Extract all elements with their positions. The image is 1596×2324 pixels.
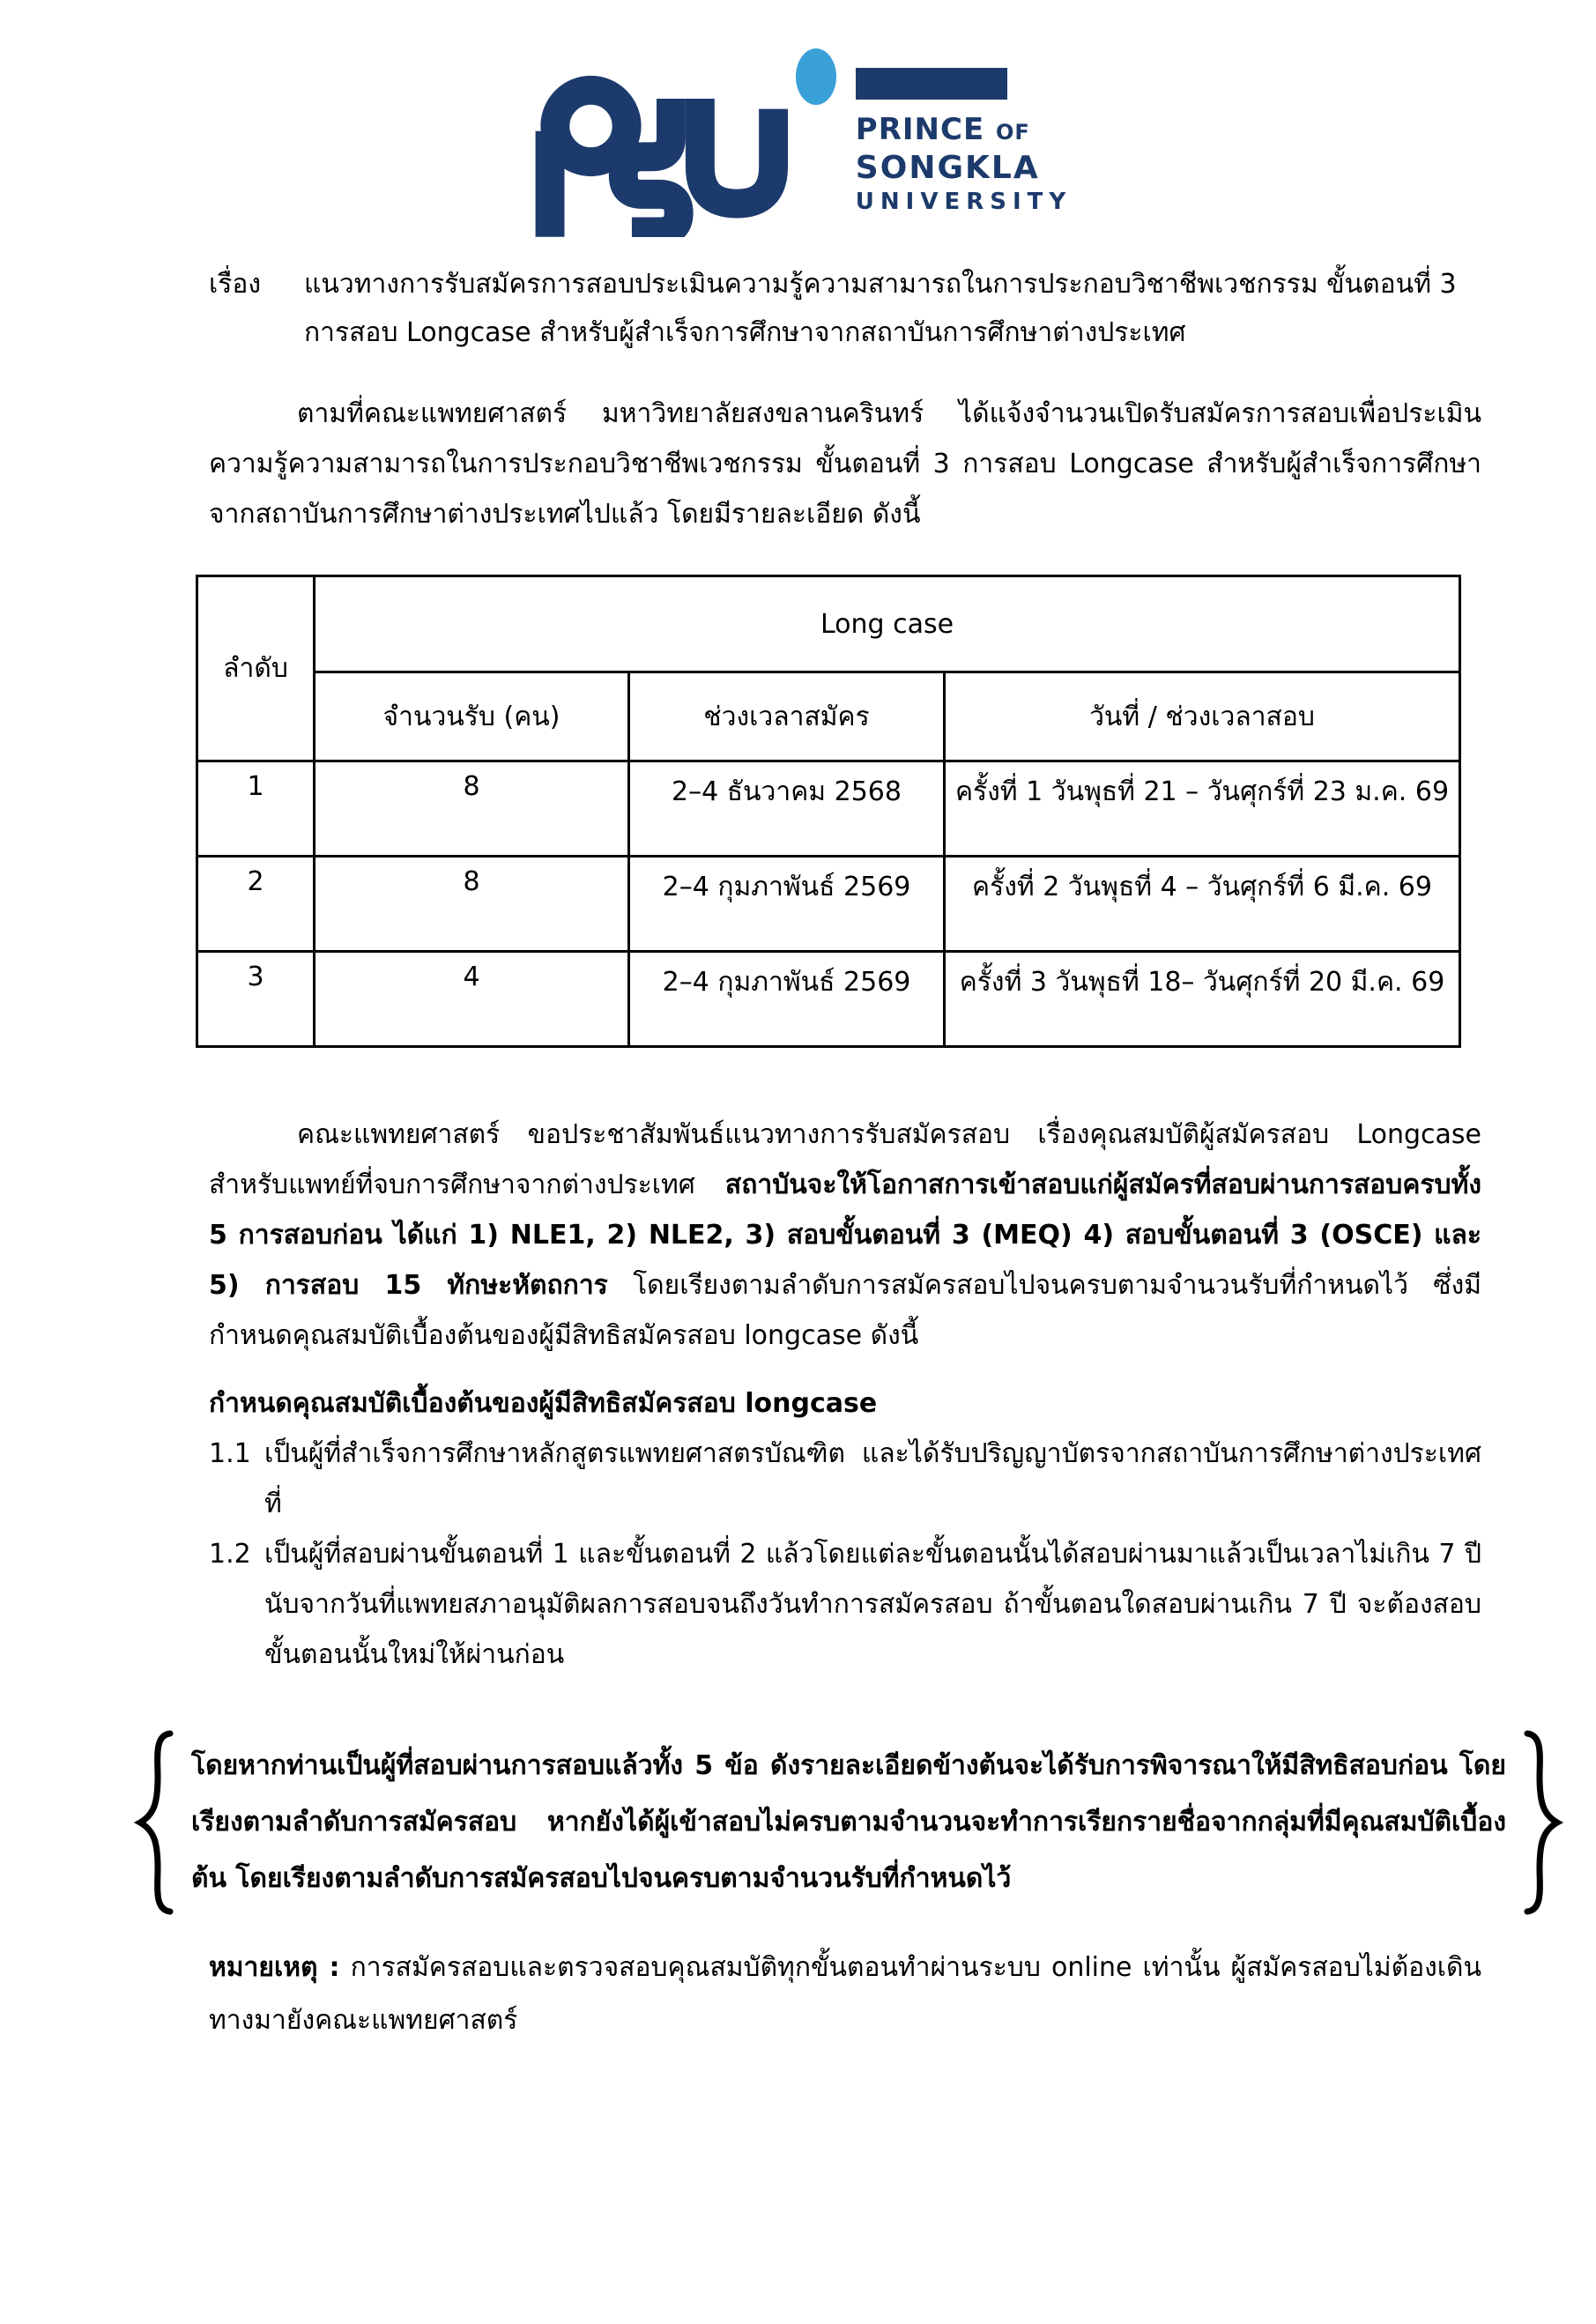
qualifications-heading: กำหนดคุณสมบัติเบื้องต้นของผู้มีสิทธิสมัครสอบ longcase <box>209 1388 878 1419</box>
row-apply-period: 2–4 กุมภาพันธ์ 2569 <box>629 857 945 952</box>
row-order: 2 <box>197 857 315 952</box>
document-body <box>0 260 1596 2047</box>
table-row <box>197 857 1460 952</box>
item-number: 1.1 <box>209 1438 251 1469</box>
university-logo <box>0 0 1596 237</box>
column-header-count: จำนวนรับ (คน) <box>315 672 629 761</box>
priority-callout <box>133 1728 1564 1917</box>
left-brace-icon <box>133 1728 177 1917</box>
note-label: หมายเหตุ : <box>209 1952 340 1983</box>
subject-title-line2: การสอบ Longcase สำหรับผู้สำเร็จการศึกษาจากสถาบันการศึกษาต่างประเทศ <box>304 317 1186 348</box>
logo-prince: PRINCE <box>855 112 985 147</box>
note-text: การสมัครสอบและตรวจสอบคุณสมบัติทุกขั้นตอนทำผ่านระบบ online เท่านั้น ผู้สมัครสอบไม่ต้องเดินทางมายังคณะแพทยศาสตร์ <box>209 1952 1482 2036</box>
right-brace-icon <box>1520 1728 1564 1917</box>
table-row <box>197 761 1460 857</box>
row-apply-period: 2–4 กุมภาพันธ์ 2569 <box>629 952 945 1047</box>
qualification-item-1 <box>209 1429 1481 1529</box>
logo-of: OF <box>996 120 1030 145</box>
column-header-apply-period: ช่วงเวลาสมัคร <box>629 672 945 761</box>
item-text: เป็นผู้ที่สอบผ่านขั้นตอนที่ 1 และขั้นตอนที่ 2 แล้วโดยแต่ละขั้นตอนนั้นได้สอบผ่านมาแล้วเป็นเวลาไม่เกิน 7 ปี นับจากวันที่แพทยสภาอนุมัติผลการสอบจนถึงวันทำการสมัครสอบ ถ้าขั้นตอนใดสอบผ่านเกิน 7 ปี จะต้องสอบขั้นตอนนั้นใหม่ให้ผ่านก่อน <box>264 1539 1481 1670</box>
intro-paragraph: ตามที่คณะแพทยศาสตร์ มหาวิทยาลัยสงขลานครินทร์ ได้แจ้งจำนวนเปิดรับสมัครการสอบเพื่อประเมินความรู้ความสามารถในการประกอบวิชาชีพเวชกรรม ขั้นตอนที่ 3 การสอบ Longcase สำหรับผู้สำเร็จการศึกษาจากสถาบันการศึกษาต่างประเทศไปแล้ว โดยมีรายละเอียด ดังนี้ <box>209 398 1481 530</box>
row-order: 1 <box>197 761 315 857</box>
note-paragraph <box>209 1942 1481 2047</box>
column-header-order: ลำดับ <box>197 576 315 761</box>
item-text: เป็นผู้ที่สำเร็จการศึกษาหลักสูตรแพทยศาสตรบัณฑิต และได้รับปริญญาบัตรจากสถาบันการศึกษาต่างประเทศที่ <box>264 1438 1481 1519</box>
psu-logo-bar-icon <box>856 68 1007 100</box>
row-count: 8 <box>315 761 629 857</box>
row-count: 8 <box>315 857 629 952</box>
item-number: 1.2 <box>209 1539 251 1570</box>
subject-label: เรื่อง <box>209 269 262 300</box>
row-order: 3 <box>197 952 315 1047</box>
psu-logo-dot-icon <box>796 48 836 105</box>
qualification-item-2 <box>209 1529 1481 1680</box>
table-row <box>197 952 1460 1047</box>
subject-title-line1: แนวทางการรับสมัครการสอบประเมินความรู้ความสามารถในการประกอบวิชาชีพเวชกรรม ขั้นตอนที่ 3 <box>304 269 1457 300</box>
announcement-text-regular: คณะแพทยศาสตร์ ขอประชาสัมพันธ์แนวทางการรับสมัครสอบ เรื่องคุณสมบัติผู้สมัครสอบ Longcase สำหรับแพทย์ที่จบการศึกษาจากต่างประเทศ <box>209 1119 1481 1200</box>
logo-line-prince-of <box>856 112 1072 150</box>
row-apply-period: 2–4 ธันวาคม 2568 <box>629 761 945 857</box>
row-exam-date: ครั้งที่ 3 วันพุธที่ 18– วันศุกร์ที่ 20 มี.ค. 69 <box>945 952 1460 1047</box>
logo-line-university: UNIVERSITY <box>855 189 1073 215</box>
announcement-paragraph <box>209 1110 1481 1361</box>
subject-title <box>304 260 1481 357</box>
psu-logo-wordmark <box>856 68 1072 217</box>
row-exam-date: ครั้งที่ 1 วันพุธที่ 21 – วันศุกร์ที่ 23 ม.ค. 69 <box>945 761 1460 857</box>
column-header-exam-date: วันที่ / ช่วงเวลาสอบ <box>945 672 1460 761</box>
exam-schedule-table <box>196 575 1461 1048</box>
column-group-header-longcase: Long case <box>315 576 1460 672</box>
subject-block <box>209 260 1481 357</box>
announcement-text-regular-2: โดยเรียงตามลำดับการสมัครสอบไปจนครบตามจำนวนรับที่กำหนดไว้ ซึ่งมีกำหนดคุณสมบัติเบื้องต้นของผู้มีสิทธิสมัครสอบ longcase ดังนี้ <box>209 1270 1481 1351</box>
row-exam-date: ครั้งที่ 2 วันพุธที่ 4 – วันศุกร์ที่ 6 มี.ค. 69 <box>945 857 1460 952</box>
row-count: 4 <box>315 952 629 1047</box>
priority-callout-text: โดยหากท่านเป็นผู้ที่สอบผ่านการสอบแล้วทั้ง 5 ข้อ ดังรายละเอียดข้างต้นจะได้รับการพิจารณาให้มีสิทธิสอบก่อน โดยเรียงตามลำดับการสมัครสอบ หากยังได้ผู้เข้าสอบไม่ครบตามจำนวนจะทำการเรียกรายชื่อจากกลุ่มที่มีคุณสมบัติเบื้องต้น โดยเรียงตามลำดับการสมัครสอบไปจนครบตามจำนวนรับที่กำหนดไว้ <box>191 1750 1506 1894</box>
psu-monogram-icon <box>524 66 789 237</box>
announcement-text-bold: สถาบันจะให้โอกาสการเข้าสอบแก่ผู้สมัครที่สอบผ่านการสอบครบทั้ง 5 การสอบก่อน ได้แก่ 1) NLE1, 2) NLE2, 3) สอบขั้นตอนที่ 3 (MEQ) 4) สอบขั้นตอนที่ 3 (OSCE) และ 5) การสอบ 15 ทักษะหัตถการ <box>209 1169 1481 1301</box>
logo-line-songkla: SONGKLA <box>855 150 1040 186</box>
